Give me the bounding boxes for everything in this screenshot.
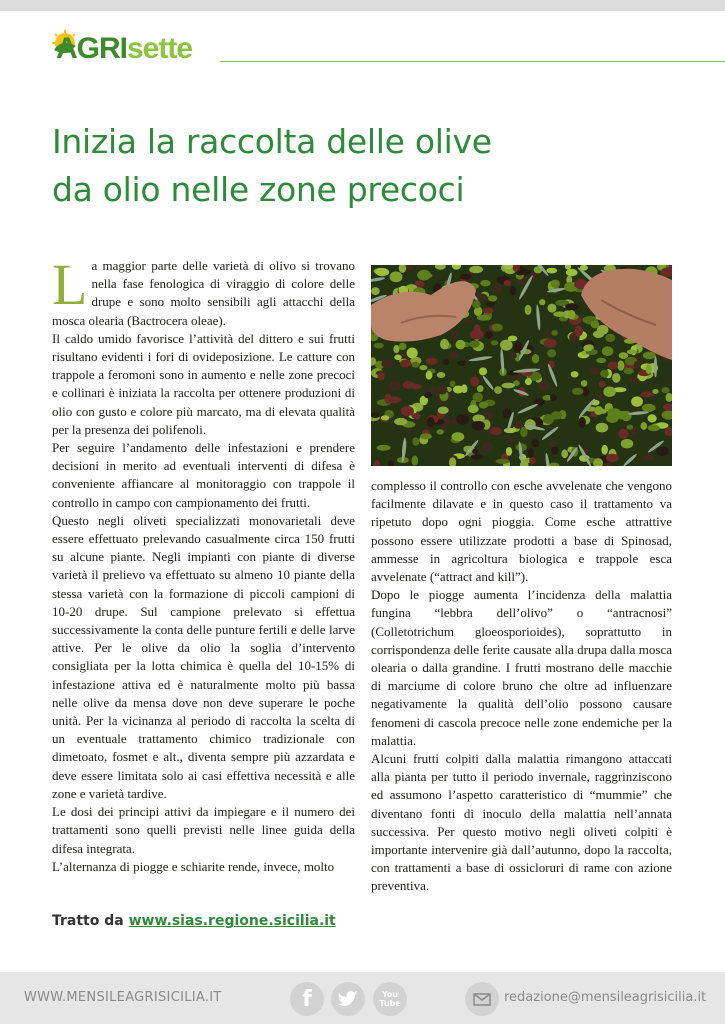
title-line-2: da olio nelle zone precoci [52,170,465,209]
paragraph-text: a maggior parte delle varietà di olivo si trovano nella fase fenologica di viraggio di colore delle drupe e sono molto sensibili agli attacchi della mosca olearia (Bactrocera oleae). [52,258,355,328]
header-rule [220,61,725,62]
paragraph: Il caldo umido favorisce l’attività del dittero e sui frutti risultano evidenti i fori di ovideposizione. Le catture con trappole a feromoni sono in aumento e nelle zone precoci e collinari è iniziata la raccolta per ottenere produzioni di olio con gusto e colore più marcato, ma di elevata qualità per la presenza dei polifenoli. [52,330,355,437]
youtube-label-top: You [381,990,399,999]
facebook-icon[interactable]: f [290,982,324,1016]
olives-in-hands-image [371,265,672,466]
logo-wordmark [56,32,192,66]
article-column-left [52,252,355,876]
logo-sette: sette [127,32,193,65]
paragraph: Le dosi dei principi attivi da impiegare e il numero dei trattamenti sono quelli previsti nelle linee guida della difesa integrata. [52,804,355,856]
agrisette-logo[interactable] [50,28,225,68]
paragraph: Dopo le piogge aumenta l’incidenza della malattia fungina “lebbra dell’olivo” o “antracnosi” (Colletotrichum gloeosporioides), soprattutto in corrispondenza delle ferite causate alla drupa dalla mosca olearia o dalla grandine. I frutti mostrano delle macchie di marciume di colore bruno che oltre ad influenzare negativamente la qualità dell’olio possono causare fenomeni di cascola precoce nelle zone endemiche per la malattia. [371,587,672,748]
title-line-1: Inizia la raccolta delle olive [52,122,492,161]
footer-email-link[interactable]: redazione@mensileagrisicilia.it [504,990,707,1005]
paragraph: L’alternanza di piogge e schiarite rende, invece, molto [52,858,335,874]
youtube-icon[interactable] [373,982,407,1016]
olive-harvest-photo [371,265,672,466]
paragraph: complesso il controllo con esche avvelenate che vengono facilmente dilavate e in questo caso il trattamento va ripetuto dopo ogni pioggia. Come esche attrattive possono essere utilizzate prodotti a base di Spinosad, ammesse in agricoltura biologica e trappole esca avvelenate (“attract and kill”). [371,478,672,585]
article-title [52,118,672,214]
mail-icon[interactable] [465,982,499,1016]
paragraph: Per seguire l’andamento delle infestazioni e prendere decisioni in merito ad eventuali interventi di difesa è conveniente affiancare al monitoraggio con trappole il controllo in campo con campionamento dei frutti. [52,440,355,510]
source-link[interactable]: www.sias.regione.sicilia.it [128,913,336,929]
footer-website-link[interactable]: WWW.MENSILEAGRISICILIA.IT [24,990,222,1005]
drop-cap: L [52,252,88,317]
article-column-right [371,477,672,896]
footer [0,972,725,1024]
youtube-label-bottom: Tube [379,999,401,1008]
paragraph [52,252,355,330]
paragraph: Alcuni frutti colpiti dalla malattia rimangono attaccati alla pianta per tutto il periodo invernale, raggrinziscono ed assumono l’aspetto caratteristico di “mummie” che diventano fonti di inoculo della malattia nell’annata successiva. Per questo motivo negli oliveti colpiti è importante intervenire già dall’autunno, dopo la raccolta, con trattamenti a base di ossicloruri di rame con azione preventiva. [371,751,672,894]
paragraph: Questo negli oliveti specializzati monovarietali deve essere effettuato prelevando casualmente circa 150 frutti su alcune piante. Negli impianti con piante di diverse varietà il prelievo va effettuato su almeno 10 piante della stessa varietà con la formazione di piccoli campioni di 10-20 drupe. Sul campione prelevato si effettua successivamente la conta delle punture fertili e delle larve attive. Per le olive da olio la soglia d’intervento consigliata per la lotta chimica è quella del 10-15% di infestazione attiva ed è naturalmente molto più bassa nelle olive da mensa dove non deve superare le poche unità. Per la vicinanza al periodo di raccolta la scelta di un eventuale trattamento chimico tradizionale con dimetoato, fosmet e alt., diventa sempre più azzardata e deve essere limitata solo ai casi effettiva necessità e alle zone e varietà tardive. [52,512,355,801]
top-bar [0,0,725,11]
twitter-icon[interactable] [331,982,365,1016]
logo-agri: AGRI [56,32,127,65]
source-credit [52,913,336,929]
source-label: Tratto da [52,913,124,929]
